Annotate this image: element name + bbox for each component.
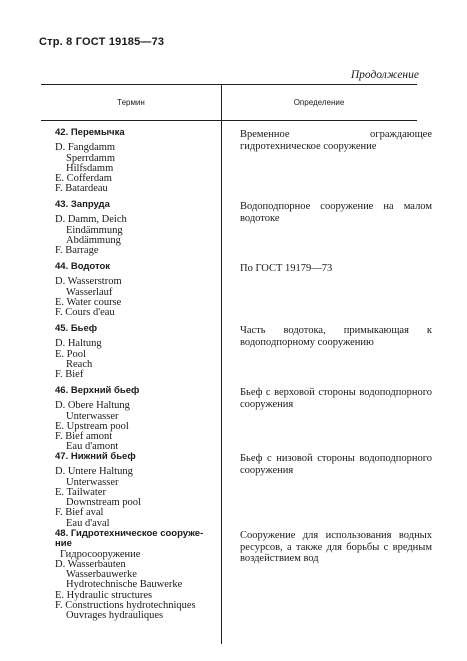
definition-44: По ГОСТ 19179—73 — [240, 263, 333, 274]
term-equivalent: Eau d'aval — [66, 517, 110, 529]
term-equivalent: E. Cofferdam — [55, 173, 112, 185]
continuation-label: Продолжение — [350, 69, 419, 81]
definition-47: Бьеф с низовой стороны водоподпорного сооружения — [240, 453, 432, 476]
term-title: 42. Перемычка — [55, 127, 125, 138]
term-equivalent: F. Barrage — [55, 245, 99, 257]
term-entry-44 — [55, 262, 225, 318]
terms-table — [41, 84, 432, 649]
term-equivalent: Unterwasser — [66, 410, 119, 422]
term-title: 43. Запруда — [55, 199, 110, 210]
term-equivalent: E. Tailwater — [55, 486, 106, 498]
term-equivalent: Unterwasser — [66, 476, 119, 488]
term-equivalent: F. Bief amont — [55, 431, 113, 443]
table-top-rule — [41, 84, 417, 85]
term-equivalent: D. Damm, Deich — [55, 214, 127, 226]
term-equivalent: D. Fangdamm — [55, 142, 116, 154]
definition-45: Часть водотока, примыкающая к водоподпорному сооружению — [240, 325, 432, 348]
term-entry-48 — [55, 529, 225, 622]
term-equivalent: Ouvrages hydrauliques — [66, 610, 164, 622]
term-equivalent: Hilfsdamm — [66, 162, 114, 174]
term-equivalent: E. Upstream pool — [55, 420, 129, 432]
term-entry-47 — [55, 452, 225, 529]
term-title: 45. Бьеф — [55, 323, 98, 334]
term-title: 48. Гидротехническое сооруже- — [55, 528, 204, 539]
definition-48: Сооружение для использования водных ресурсов, а также для борьбы с вредным воздействием вод — [240, 530, 432, 564]
table-header-rule — [41, 120, 417, 121]
term-equivalent: Wasserbauwerke — [66, 569, 137, 581]
definition-43: Водоподпорное сооружение на малом водотоке — [240, 201, 432, 224]
term-equivalent: E. Hydraulic structures — [55, 589, 153, 601]
term-equivalent: F. Constructions hydrotechniques — [55, 600, 196, 612]
term-equivalent: F. Bief aval — [55, 507, 104, 519]
term-equivalent: Hydrotechnische Bauwerke — [66, 579, 183, 591]
column-header-term: Термин — [117, 98, 145, 107]
term-synonym: Гидросооружение — [60, 548, 141, 560]
term-title: 44. Водоток — [55, 261, 111, 272]
term-equivalent: Wasserlauf — [66, 286, 113, 298]
term-equivalent: F. Bief — [55, 369, 84, 381]
term-equivalent: F. Batardeau — [55, 183, 108, 195]
term-equivalent: E. Water course — [55, 296, 122, 308]
term-title-continuation: ние — [55, 538, 72, 550]
term-title: 47. Нижний бьеф — [55, 451, 136, 462]
term-entry-42 — [55, 128, 225, 195]
term-equivalent: Reach — [66, 358, 93, 370]
column-header-definition: Определение — [293, 98, 345, 107]
definition-46: Бьеф с верховой стороны водоподпорного сооружения — [240, 387, 432, 410]
term-entry-45 — [55, 324, 225, 380]
term-equivalent: D. Untere Haltung — [55, 466, 133, 478]
term-equivalent: Downstream pool — [66, 497, 141, 509]
term-equivalent: Eau d'amont — [66, 441, 119, 453]
definition-42: Временное ограждающее гидротехническое сооружение — [240, 129, 432, 152]
term-equivalent: Sperrdamm — [66, 152, 115, 164]
page-header: Стр. 8 ГОСТ 19185—73 — [39, 36, 165, 48]
term-equivalent: E. Pool — [55, 348, 86, 360]
term-entry-46 — [55, 386, 225, 453]
term-equivalent: D. Obere Haltung — [55, 400, 130, 412]
term-equivalent: Eindämmung — [66, 224, 123, 236]
term-equivalent: F. Cours d'eau — [55, 307, 115, 319]
term-equivalent: D. Haltung — [55, 338, 102, 350]
term-title: 46. Верхний бьеф — [55, 385, 140, 396]
term-entry-43 — [55, 200, 225, 256]
term-equivalent: D. Wasserbauten — [55, 558, 126, 570]
term-equivalent: D. Wasserstrom — [55, 276, 122, 288]
term-equivalent: Abdämmung — [66, 234, 121, 246]
